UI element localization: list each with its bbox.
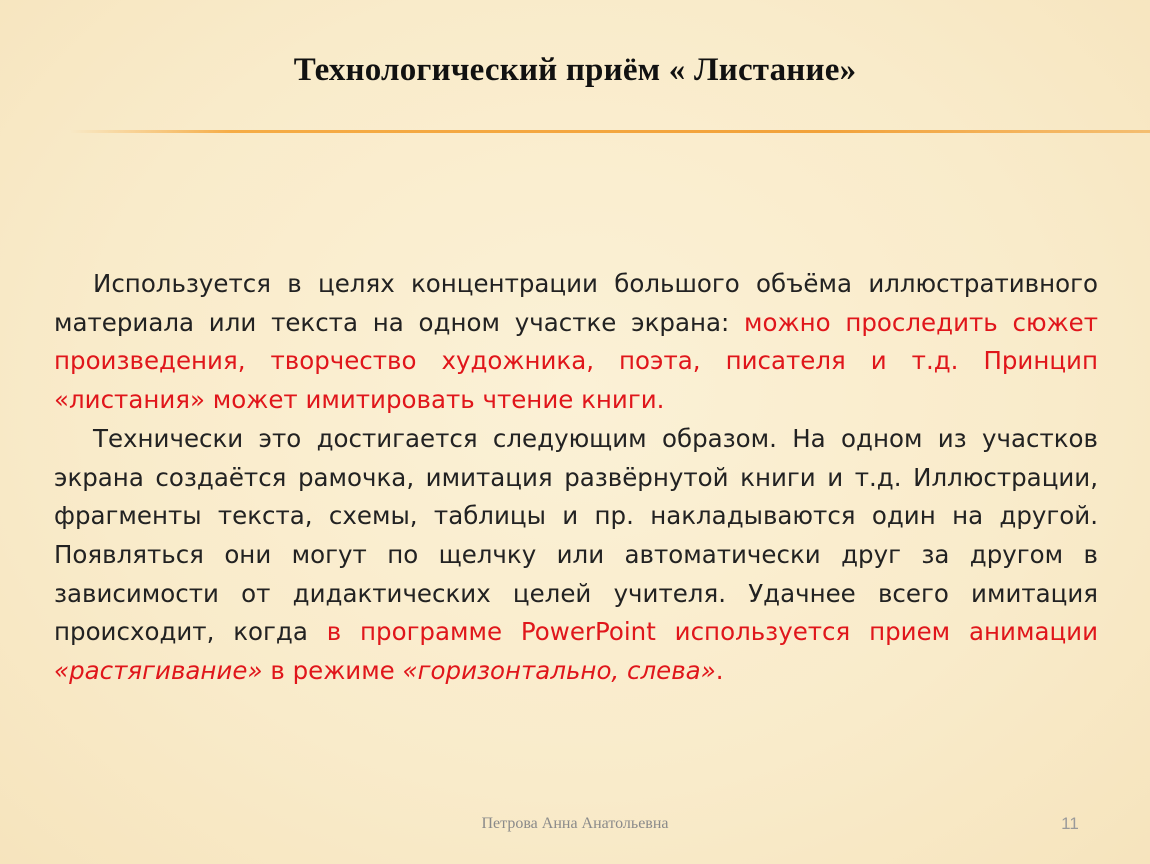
paragraph-technique-mode-text: в режиме (262, 656, 403, 686)
footer-page-number: 11 (1061, 814, 1079, 833)
paragraph-purpose-text: Используется в целях концентрации большого объёма иллюстративного материала или текста на одном участке экрана: (54, 269, 1098, 337)
slide-title: Технологический приём « Листание» (293, 52, 857, 88)
paragraph-purpose-highlight: можно проследить сюжет произведения, творчество художника, поэта, писателя и т.д. Принцип «листания» может имитировать чтение книги. (54, 307, 1098, 415)
animation-name-stretch: «растягивание» (54, 656, 263, 686)
paragraph-technique-highlight: в программе PowerPoint используется прием анимации (326, 617, 1098, 647)
paragraph-purpose (54, 265, 1098, 420)
paragraph-technique-text: Технически это достигается следующим образом. На одном из участков экрана создаётся рамочка, имитация развёрнутой книги и т.д. Иллюстрации, фрагменты текста, схемы, таблицы и пр. накладываются один на другой. Появляться они могут по щелчку или автоматически друг за другом в зависимости от дидактических целей учителя. Удачнее всего имитация происходит, когда (54, 423, 1098, 647)
footer-author: Петрова Анна Анатольевна (481, 815, 669, 832)
slide-body (54, 265, 1098, 691)
animation-mode-horizontal-left: «горизонтально, слева» (402, 656, 716, 686)
paragraph-technique-end: . (715, 656, 724, 686)
title-underline-rule (70, 130, 1150, 133)
paragraph-technique (54, 420, 1098, 691)
